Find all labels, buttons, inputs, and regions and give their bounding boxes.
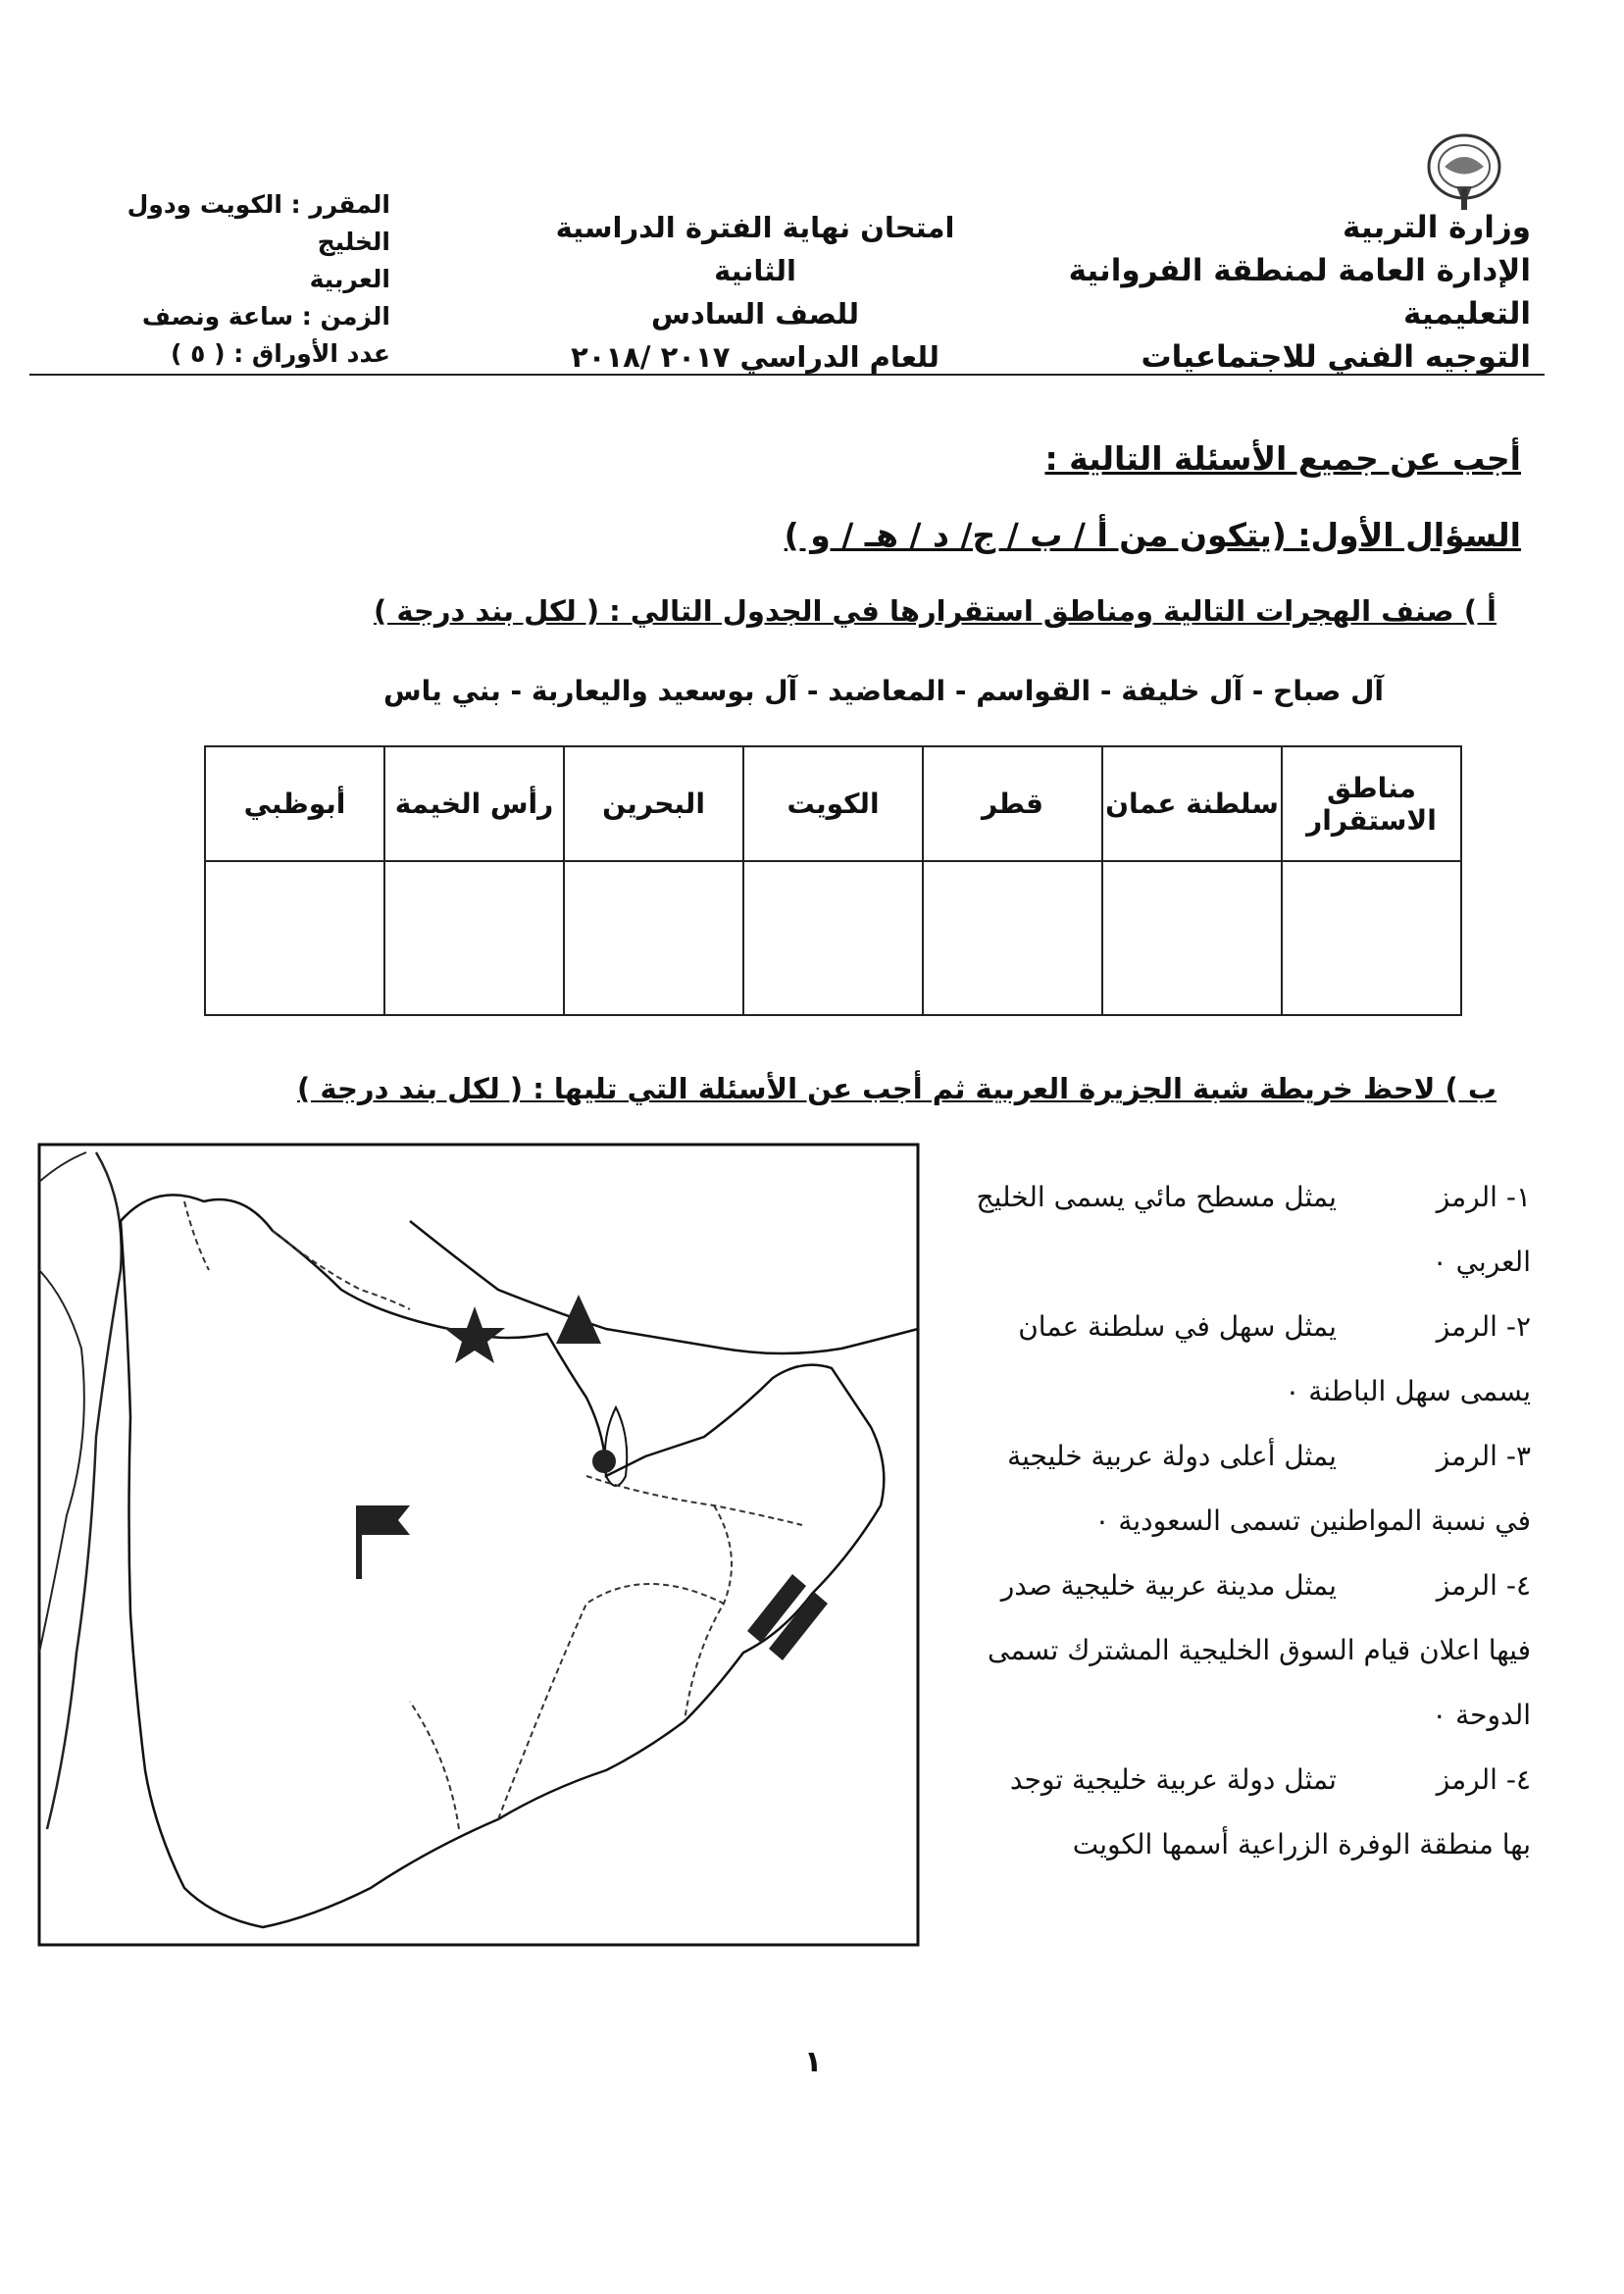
map-questions [942, 1165, 1531, 1877]
item-number: ٤- [1505, 1569, 1531, 1602]
circle-symbol [592, 1450, 616, 1473]
course-line-1: المقرر : الكويت ودول الخليج [127, 190, 390, 256]
item-number: ٤- [1505, 1763, 1531, 1796]
part-a-title: أ ) صنف الهجرات التالية ومناطق استقرارها في الجدول التالي : ( لكل بند درجة ) [374, 594, 1497, 628]
flag-symbol [356, 1505, 410, 1579]
triangle-symbol [556, 1295, 601, 1344]
department-name: التوجيه الفني للاجتماعيات [1141, 339, 1531, 375]
item-number: ١- [1505, 1181, 1531, 1213]
table-header-cell: البحرين [564, 746, 743, 861]
star-symbol [444, 1306, 505, 1363]
item-text: الدوحة ٠ [1432, 1699, 1531, 1731]
item-text: تمثل دولة عربية خليجية توجد [1009, 1763, 1337, 1796]
answer-cell[interactable] [923, 861, 1102, 1015]
item-text: يمثل سهل في سلطنة عمان [1018, 1310, 1337, 1343]
question-1-title: السؤال الأول: (يتكون من أ / ب / ج/ د / هـ / و ) [784, 516, 1521, 554]
item-symbol-label: الرمز [1436, 1181, 1497, 1213]
classification-table [204, 745, 1462, 1016]
exam-title: امتحان نهاية الفترة الدراسية الثانية [555, 211, 955, 287]
answer-cell[interactable] [384, 861, 564, 1015]
part-b-title: ب ) لاحظ خريطة شبة الجزيرة العربية ثم أجب عن الأسئلة التي تليها : ( لكل بند درجة ) [297, 1072, 1497, 1105]
table-header-cell: رأس الخيمة [384, 746, 564, 861]
header-course-block [76, 186, 390, 373]
sheet-count: عدد الأوراق : ( ٥ ) [170, 339, 390, 368]
list-item [942, 1165, 1531, 1230]
list-item [942, 1554, 1531, 1618]
answer-cell[interactable] [1282, 861, 1461, 1015]
item-text: يمثل مدينة عربية خليجية صدر [1000, 1569, 1337, 1602]
item-number: ٢- [1505, 1310, 1531, 1343]
table-header-cell: قطر [923, 746, 1102, 861]
item-symbol-label: الرمز [1436, 1763, 1497, 1796]
table-header-cell: الكويت [743, 746, 923, 861]
item-text: يسمى سهل الباطنة ٠ [1285, 1375, 1531, 1407]
answer-cell[interactable] [205, 861, 384, 1015]
list-item [942, 1295, 1531, 1359]
header-divider [29, 374, 1545, 376]
item-text: يمثل مسطح مائي يسمى الخليج [976, 1181, 1337, 1213]
list-item [942, 1748, 1531, 1812]
answer-cell[interactable] [564, 861, 743, 1015]
table-header-cell: أبوظبي [205, 746, 384, 861]
course-line-2: العربية [309, 265, 390, 293]
item-number: ٣- [1505, 1440, 1531, 1472]
header-ministry-block [982, 206, 1531, 379]
table-header-cell: سلطنة عمان [1102, 746, 1282, 861]
duration: الزمن : ساعة ونصف [141, 302, 390, 331]
item-text: يمثل أعلى دولة عربية خليجية [1007, 1440, 1337, 1472]
arabian-peninsula-map [37, 1143, 920, 1947]
table-header-cell: مناطق الاستقرار [1282, 746, 1461, 861]
item-symbol-label: الرمز [1436, 1569, 1497, 1602]
school-year: للعام الدراسي ٢٠١٧ /٢٠١٨ [571, 340, 939, 374]
item-text: بها منطقة الوفرة الزراعية أسمها الكويت [1072, 1828, 1531, 1861]
directorate-name: الإدارة العامة لمنطقة الفروانية التعليمية [1068, 253, 1531, 331]
double-bar-symbol [747, 1574, 828, 1660]
list-item [942, 1424, 1531, 1489]
item-text: العربي ٠ [1432, 1246, 1531, 1278]
header-exam-block [530, 206, 981, 379]
item-symbol-label: الرمز [1436, 1310, 1497, 1343]
item-text: فيها اعلان قيام السوق الخليجية المشترك تسمى [988, 1634, 1531, 1666]
page-number: ١ [804, 2045, 823, 2079]
item-text: في نسبة المواطنين تسمى السعودية ٠ [1094, 1504, 1531, 1537]
instructions: أجب عن جميع الأسئلة التالية : [1044, 439, 1521, 478]
answer-cell[interactable] [1102, 861, 1282, 1015]
answer-cell[interactable] [743, 861, 923, 1015]
ministry-emblem-icon [1417, 127, 1511, 216]
migrations-list: آل صباح - آل خليفة - القواسم - المعاضيد - آل بوسعيد واليعاربة - بني ياس [383, 675, 1384, 707]
item-symbol-label: الرمز [1436, 1440, 1497, 1472]
grade-label: للصف السادس [650, 297, 860, 331]
ministry-name: وزارة التربية [1343, 210, 1531, 245]
